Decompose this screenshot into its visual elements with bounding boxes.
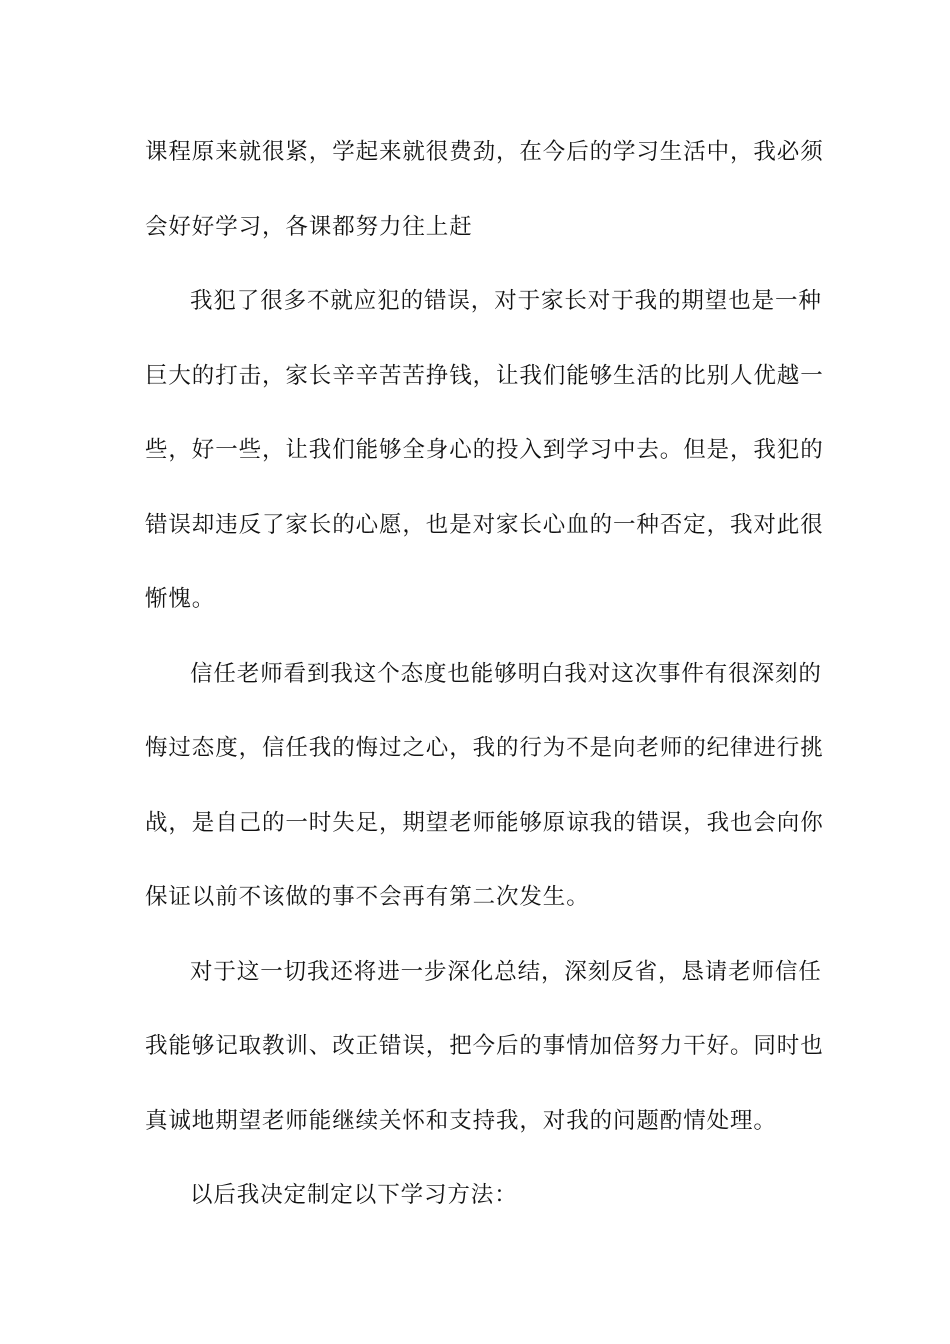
text-line-9: 悔过态度，信任我的悔过之心，我的行为不是向老师的纪律进行挑	[145, 735, 824, 761]
text-line-13: 我能够记取教训、改正错误，把今后的事情加倍努力干好。同时也	[145, 1033, 824, 1059]
text-line-1: 课程原来就很紧，学起来就很费劲，在今后的学习生活中，我必须	[145, 139, 824, 165]
text-line-4: 巨大的打击，家长辛辛苦苦挣钱，让我们能够生活的比别人优越一	[145, 362, 824, 389]
text-line-10: 战，是自己的一时失足，期望老师能够原谅我的错误，我也会向你	[145, 809, 824, 836]
text-line-8: 信任老师看到我这个态度也能够明白我对这次事件有很深刻的	[190, 660, 822, 687]
text-line-5: 些，好一些，让我们能够全身心的投入到学习中去。但是，我犯的	[145, 437, 824, 463]
text-line-15: 以后我决定制定以下学习方法：	[190, 1182, 518, 1208]
text-line-14: 真诚地期望老师能继续关怀和支持我，对我的问题酌情处理。	[145, 1107, 777, 1134]
text-line-6: 错误却违反了家长的心愿，也是对家长心血的一种否定，我对此很	[145, 511, 824, 538]
text-line-11: 保证以前不该做的事不会再有第二次发生。	[145, 884, 590, 910]
text-line-7: 惭愧。	[145, 586, 216, 612]
text-line-3: 我犯了很多不就应犯的错误，对于家长对于我的期望也是一种	[190, 288, 822, 314]
text-line-2: 会好好学习，各课都努力往上赶	[145, 213, 473, 240]
document-body	[145, 130, 824, 1248]
text-line-12: 对于这一切我还将进一步深化总结，深刻反省，恳请老师信任	[190, 958, 822, 985]
